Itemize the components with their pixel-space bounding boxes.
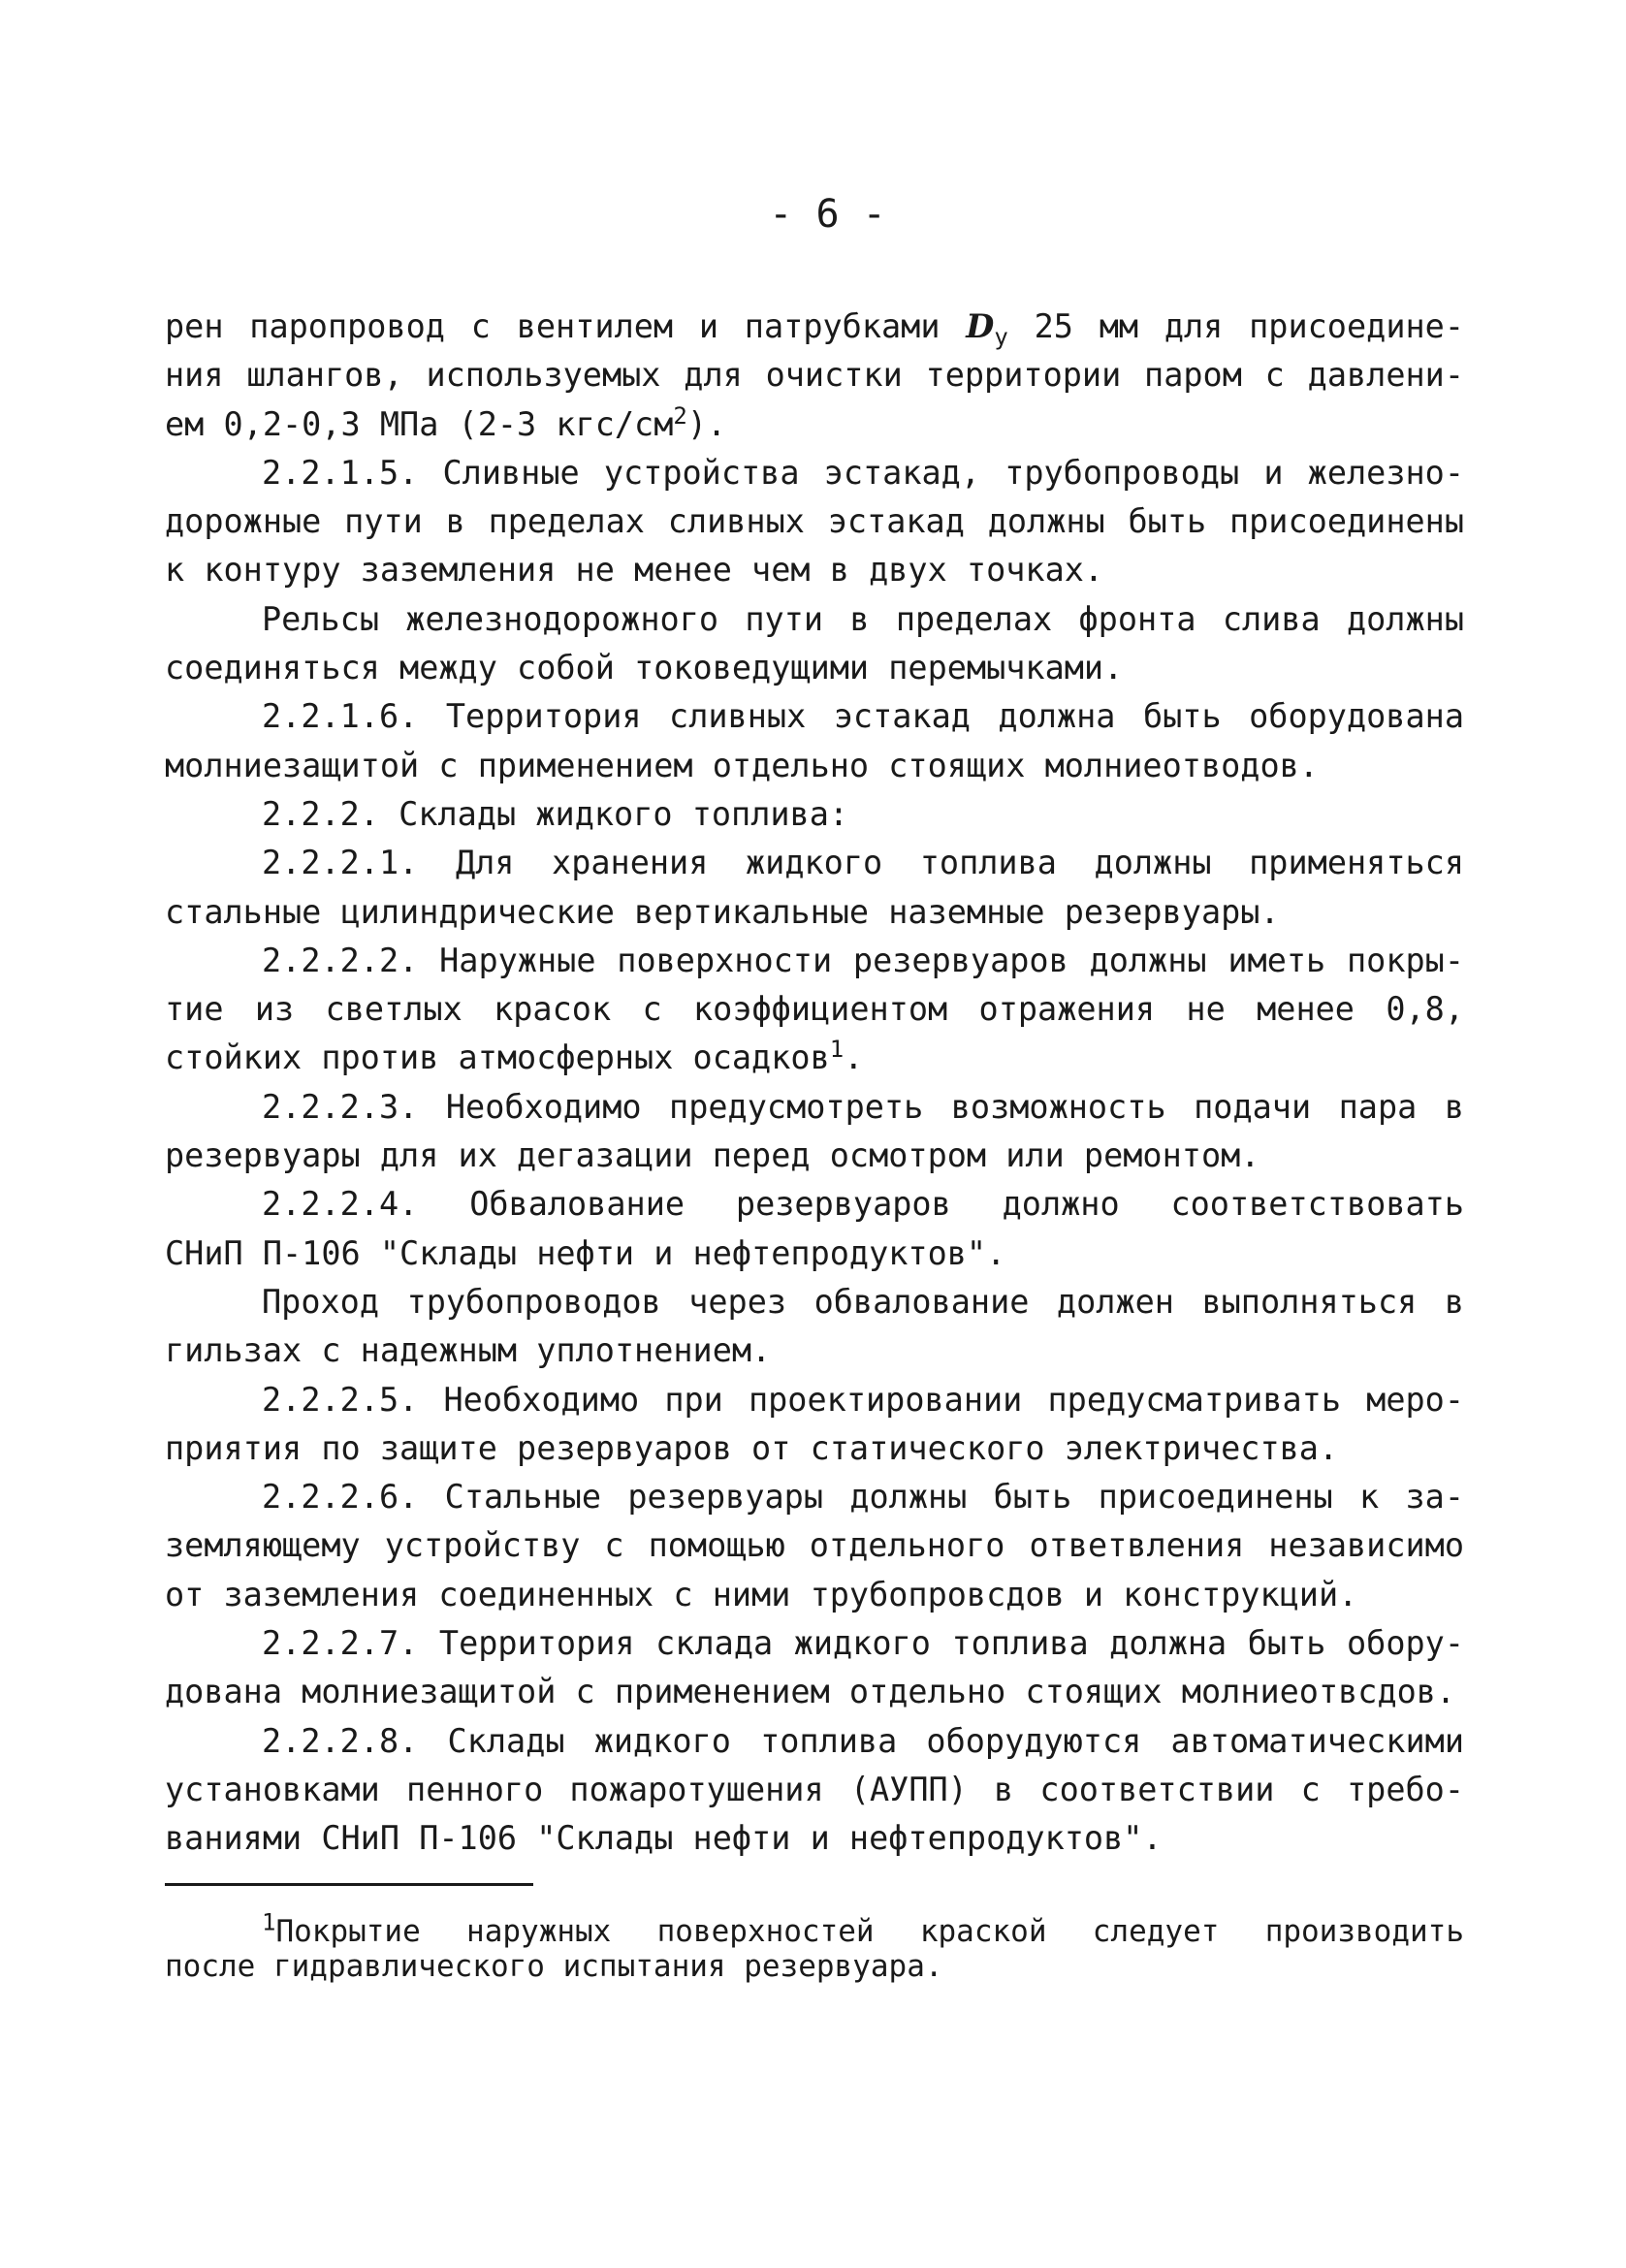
body-line: дована молниезащитой с применением отдельно стоящих молниеотвсдов. [165, 1673, 1456, 1711]
paragraph-2-2-2-2: 2.2.2.2. Наружные поверхности резервуаров должны иметь покры- [262, 941, 1464, 979]
paragraph-2-2-2-6: 2.2.2.6. Стальные резервуары должны быть присоединены к за- [262, 1478, 1464, 1517]
body-line: ем 0,2-0,3 МПа (2-3 кгс/$см^2$). [165, 401, 727, 443]
footnote-mark: 1 [829, 1036, 845, 1064]
body-line: ния шлангов, используемых для очистки территории паром с давлени- [165, 356, 1464, 395]
paragraph-2-2-2-7: 2.2.2.7. Территория склада жидкого топлива должна быть обору- [262, 1624, 1464, 1663]
body-line: резервуары для их дегазации перед осмотром или ремонтом. [165, 1136, 1260, 1175]
body-line: к контуру заземления не менее чем в двух точках. [165, 551, 1104, 590]
heading-2-2-2: 2.2.2. Склады жидкого топлива: [262, 794, 849, 833]
document-body [165, 303, 1464, 1864]
page-number: - 6 - [769, 192, 886, 237]
body-line: дорожные пути в пределах сливных эстакад должны быть присоединены [165, 502, 1464, 541]
body-line: молниезащитой с применением отдельно стоящих молниеотводов. [165, 746, 1319, 784]
body-line: соединяться между собой токоведущими перемычками. [165, 649, 1124, 687]
body-line: установками пенного пожаротушения (АУПП) в соответствии с требо- [165, 1770, 1464, 1808]
body-line: гильзах с надежным уплотнением. [165, 1331, 772, 1370]
body-line: тие из светлых красок с коэффициентом отражения не менее 0,8, [165, 990, 1464, 1029]
footnote-line: $^1$Покрытие наружных поверхностей краской следует производить [262, 1908, 1464, 1949]
body-line: приятия по защите резервуаров от статического электричества. [165, 1428, 1339, 1467]
footnote-divider [165, 1883, 533, 1886]
body-line: ваниями СНиП П-106 "Склады нефти и нефтепродуктов". [165, 1819, 1163, 1858]
footnote-number: 1 [262, 1908, 276, 1936]
footnote [165, 1908, 1464, 1984]
body-line: земляющему устройству с помощью отдельного ответвления независимо [165, 1526, 1464, 1565]
paragraph-passage: Проход трубопроводов через обвалование должен выполняться в [262, 1282, 1464, 1321]
paragraph-2-2-2-1: 2.2.2.1. Для хранения жидкого топлива должны применяться [262, 844, 1464, 882]
paragraph-2-2-2-8: 2.2.2.8. Склады жидкого топлива оборудуются автоматическими [262, 1721, 1464, 1760]
body-line: стальные цилиндрические вертикальные наземные резервуары. [165, 892, 1280, 931]
body-line: СНиП П-106 "Склады нефти и нефтепродуктов". [165, 1233, 1006, 1272]
paragraph-2-2-1-5: 2.2.1.5. Сливные устройства эстакад, трубопроводы и железно- [262, 453, 1464, 492]
paragraph-2-2-2-3: 2.2.2.3. Необходимо предусмотреть возможность подачи пара в [262, 1087, 1464, 1126]
body-line: стойких против атмосферных осадков$^1$. [165, 1036, 864, 1077]
paragraph-2-2-1-6: 2.2.1.6. Территория сливных эстакад должна быть оборудована [262, 697, 1464, 736]
paragraph-rails: Рельсы железнодорожного пути в пределах фронта слива должны [262, 599, 1464, 638]
paragraph-2-2-2-5: 2.2.2.5. Необходимо при проектировании предусматривать меро- [262, 1380, 1464, 1419]
body-line: от заземления соединенных с ними трубопровсдов и конструкций. [165, 1575, 1358, 1613]
body-line: рен паропровод с вентилем и патрубками $D_у$ 25 мм для присоедине- [165, 307, 1464, 351]
footnote-line: после гидравлического испытания резервуара. [165, 1949, 943, 1984]
paragraph-2-2-2-4: 2.2.2.4. Обвалование резервуаров должно соответствовать [262, 1185, 1464, 1224]
